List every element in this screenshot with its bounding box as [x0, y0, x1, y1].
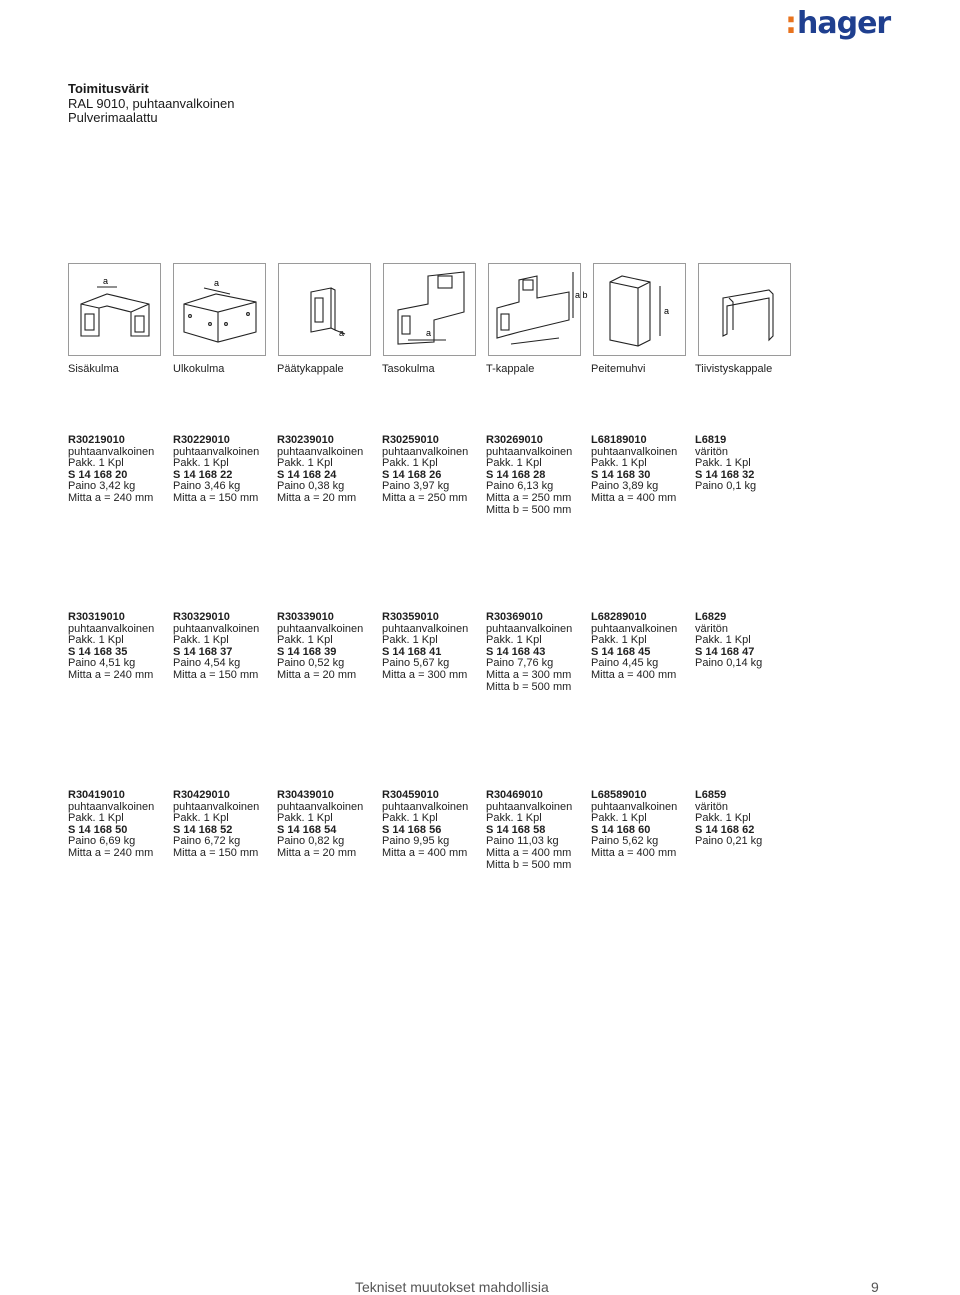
pack-size: Pakk. 1 Kpl [277, 812, 333, 825]
pack-size: Pakk. 1 Kpl [277, 634, 333, 647]
dimension-letter: a [664, 306, 670, 316]
weight: Paino 3,42 kg [68, 480, 136, 493]
dimension-letter: a [103, 276, 109, 286]
pack-size: Pakk. 1 Kpl [695, 812, 751, 825]
inner-corner-drawing [69, 264, 160, 355]
product-code: R30359010 [382, 611, 439, 623]
color-name: puhtaanvalkoinen [486, 622, 573, 635]
product-label: Tiivistyskappale [695, 363, 773, 375]
color-name: puhtaanvalkoinen [68, 800, 155, 813]
page-number: 9 [871, 1279, 879, 1295]
spec-column [486, 790, 572, 871]
spec-column [591, 612, 677, 682]
weight: Paino 4,54 kg [173, 657, 241, 670]
color-name: puhtaanvalkoinen [173, 622, 260, 635]
thumb-ulkokulma [173, 263, 266, 356]
dimension: Mitta a = 300 mm [382, 668, 468, 681]
spec-column [591, 435, 677, 505]
weight: Paino 0,21 kg [695, 835, 763, 848]
product-code: L6859 [695, 789, 727, 801]
weight: Paino 0,82 kg [277, 835, 345, 848]
color-name: puhtaanvalkoinen [68, 622, 155, 635]
dimension: Mitta b = 500 mm [486, 680, 572, 693]
thumb-t-kappale [488, 263, 588, 356]
color-name: puhtaanvalkoinen [591, 622, 678, 635]
dimension: Mitta a = 20 mm [277, 846, 357, 859]
weight: Paino 0,14 kg [695, 657, 763, 670]
weight: Paino 0,1 kg [695, 480, 757, 493]
cover-sleeve-drawing [594, 264, 685, 355]
dimension: Mitta a = 240 mm [68, 846, 154, 859]
hager-logo [785, 6, 890, 41]
flat-corner-drawing [384, 264, 475, 355]
color-name: puhtaanvalkoinen [382, 445, 469, 458]
dimension-letter: a [339, 328, 345, 338]
color-name: puhtaanvalkoinen [486, 445, 573, 458]
delivery-colors [68, 82, 234, 126]
s-number: S 14 168 62 [695, 823, 755, 836]
t-piece-drawing [489, 264, 588, 355]
pack-size: Pakk. 1 Kpl [382, 812, 438, 825]
pack-size: Pakk. 1 Kpl [277, 457, 333, 470]
spec-column [486, 612, 572, 693]
spec-column [173, 435, 259, 505]
s-number: S 14 168 37 [173, 645, 233, 658]
color-name: puhtaanvalkoinen [382, 800, 469, 813]
pack-size: Pakk. 1 Kpl [486, 812, 542, 825]
s-number: S 14 168 56 [382, 823, 442, 836]
weight: Paino 0,52 kg [277, 657, 345, 670]
s-number: S 14 168 35 [68, 645, 128, 658]
pack-size: Pakk. 1 Kpl [695, 634, 751, 647]
s-number: S 14 168 39 [277, 645, 337, 658]
dimension-letter: a [426, 328, 432, 338]
dimension: Mitta a = 20 mm [277, 668, 357, 681]
dimension-letters: a b [575, 290, 588, 300]
color-name: puhtaanvalkoinen [591, 445, 678, 458]
pack-size: Pakk. 1 Kpl [591, 457, 647, 470]
product-label: T-kappale [486, 363, 535, 375]
weight: Paino 6,72 kg [173, 835, 241, 848]
pack-size: Pakk. 1 Kpl [173, 457, 229, 470]
dimension: Mitta a = 20 mm [277, 491, 357, 504]
pack-size: Pakk. 1 Kpl [382, 634, 438, 647]
s-number: S 14 168 52 [173, 823, 233, 836]
s-number: S 14 168 41 [382, 645, 442, 658]
s-number: S 14 168 43 [486, 645, 546, 658]
spec-column [68, 612, 154, 682]
product-label: Ulkokulma [173, 363, 225, 375]
product-code: R30219010 [68, 434, 125, 446]
weight: Paino 0,38 kg [277, 480, 345, 493]
spec-column [695, 612, 762, 670]
colors-heading: Toimitusvärit [68, 81, 149, 96]
product-label: Päätykappale [277, 363, 344, 375]
spec-column [277, 790, 363, 860]
s-number: S 14 168 30 [591, 468, 651, 481]
color-name: puhtaanvalkoinen [173, 445, 260, 458]
dimension: Mitta a = 150 mm [173, 846, 259, 859]
dimension: Mitta a = 400 mm [591, 668, 677, 681]
color-name: puhtaanvalkoinen [486, 800, 573, 813]
dimension: Mitta a = 400 mm [591, 491, 677, 504]
color-name: väritön [695, 800, 729, 813]
product-code: R30369010 [486, 611, 543, 623]
product-code: R30239010 [277, 434, 334, 446]
outer-corner-drawing [174, 264, 265, 355]
s-number: S 14 168 28 [486, 468, 546, 481]
s-number: S 14 168 58 [486, 823, 546, 836]
spec-column [695, 435, 756, 493]
product-code: L68589010 [591, 789, 647, 801]
product-code: R30469010 [486, 789, 543, 801]
weight: Paino 3,97 kg [382, 480, 450, 493]
pack-size: Pakk. 1 Kpl [68, 634, 124, 647]
product-code: R30429010 [173, 789, 230, 801]
weight: Paino 4,51 kg [68, 657, 136, 670]
product-code: R30339010 [277, 611, 334, 623]
weight: Paino 3,89 kg [591, 480, 659, 493]
weight: Paino 9,95 kg [382, 835, 450, 848]
pack-size: Pakk. 1 Kpl [173, 812, 229, 825]
spec-column [591, 790, 677, 860]
spec-column [68, 435, 154, 505]
product-label: Peitemuhvi [591, 363, 646, 375]
dimension: Mitta a = 240 mm [68, 491, 154, 504]
product-code: R30329010 [173, 611, 230, 623]
logo-dots: : [785, 6, 796, 41]
thumb-sisakulma [68, 263, 161, 356]
color-name: väritön [695, 445, 729, 458]
dimension: Mitta a = 150 mm [173, 491, 259, 504]
s-number: S 14 168 32 [695, 468, 755, 481]
colors-line: Pulverimaalattu [68, 110, 158, 125]
pack-size: Pakk. 1 Kpl [486, 457, 542, 470]
thumb-paatykappale [278, 263, 371, 356]
pack-size: Pakk. 1 Kpl [173, 634, 229, 647]
weight: Paino 6,13 kg [486, 480, 554, 493]
weight: Paino 7,76 kg [486, 657, 554, 670]
product-code: R30269010 [486, 434, 543, 446]
product-code: R30229010 [173, 434, 230, 446]
color-name: puhtaanvalkoinen [277, 445, 364, 458]
s-number: S 14 168 26 [382, 468, 442, 481]
spec-column [382, 612, 468, 682]
spec-column [486, 435, 572, 516]
s-number: S 14 168 60 [591, 823, 651, 836]
dimension-letter: a [214, 278, 220, 288]
dimension: Mitta a = 250 mm [486, 491, 572, 504]
spec-column [382, 790, 468, 860]
footer-note: Tekniset muutokset mahdollisia [355, 1279, 549, 1295]
dimension: Mitta a = 240 mm [68, 668, 154, 681]
spec-column [173, 790, 259, 860]
thumb-tiivistyskappale [698, 263, 791, 356]
dimension: Mitta a = 250 mm [382, 491, 468, 504]
color-name: puhtaanvalkoinen [277, 622, 364, 635]
product-code: R30259010 [382, 434, 439, 446]
thumb-tasokulma [383, 263, 476, 356]
color-name: puhtaanvalkoinen [68, 445, 155, 458]
weight: Paino 6,69 kg [68, 835, 136, 848]
product-code: R30439010 [277, 789, 334, 801]
product-label: Sisäkulma [68, 363, 119, 375]
color-name: puhtaanvalkoinen [173, 800, 260, 813]
color-name: puhtaanvalkoinen [277, 800, 364, 813]
spec-column [277, 435, 363, 505]
s-number: S 14 168 47 [695, 645, 755, 658]
spec-column [695, 790, 762, 848]
pack-size: Pakk. 1 Kpl [68, 812, 124, 825]
s-number: S 14 168 45 [591, 645, 651, 658]
logo-text: hager [797, 6, 891, 41]
dimension: Mitta a = 300 mm [486, 668, 572, 681]
product-code: L68189010 [591, 434, 647, 446]
pack-size: Pakk. 1 Kpl [68, 457, 124, 470]
pack-size: Pakk. 1 Kpl [695, 457, 751, 470]
s-number: S 14 168 50 [68, 823, 128, 836]
color-name: puhtaanvalkoinen [591, 800, 678, 813]
color-name: puhtaanvalkoinen [382, 622, 469, 635]
product-code: R30319010 [68, 611, 125, 623]
weight: Paino 4,45 kg [591, 657, 659, 670]
dimension: Mitta a = 400 mm [382, 846, 468, 859]
pack-size: Pakk. 1 Kpl [591, 812, 647, 825]
spec-column [382, 435, 468, 505]
pack-size: Pakk. 1 Kpl [591, 634, 647, 647]
s-number: S 14 168 54 [277, 823, 337, 836]
s-number: S 14 168 20 [68, 468, 128, 481]
dimension: Mitta b = 500 mm [486, 858, 572, 871]
dimension: Mitta a = 400 mm [486, 846, 572, 859]
s-number: S 14 168 22 [173, 468, 233, 481]
thumb-peitemuhvi [593, 263, 686, 356]
product-code: R30459010 [382, 789, 439, 801]
spec-column [173, 612, 259, 682]
weight: Paino 3,46 kg [173, 480, 241, 493]
product-code: L68289010 [591, 611, 647, 623]
colors-line: RAL 9010, puhtaanvalkoinen [68, 95, 235, 111]
seal-piece-drawing [699, 264, 790, 355]
spec-column [277, 612, 363, 682]
product-label: Tasokulma [382, 363, 435, 375]
end-cap-drawing [279, 264, 370, 355]
dimension: Mitta b = 500 mm [486, 503, 572, 516]
color-name: väritön [695, 622, 729, 635]
spec-column [68, 790, 154, 860]
weight: Paino 5,67 kg [382, 657, 450, 670]
pack-size: Pakk. 1 Kpl [486, 634, 542, 647]
dimension: Mitta a = 400 mm [591, 846, 677, 859]
pack-size: Pakk. 1 Kpl [382, 457, 438, 470]
product-code: L6819 [695, 434, 727, 446]
product-code: R30419010 [68, 789, 125, 801]
weight: Paino 11,03 kg [486, 835, 559, 848]
dimension: Mitta a = 150 mm [173, 668, 259, 681]
weight: Paino 5,62 kg [591, 835, 659, 848]
product-code: L6829 [695, 611, 727, 623]
s-number: S 14 168 24 [277, 468, 337, 481]
